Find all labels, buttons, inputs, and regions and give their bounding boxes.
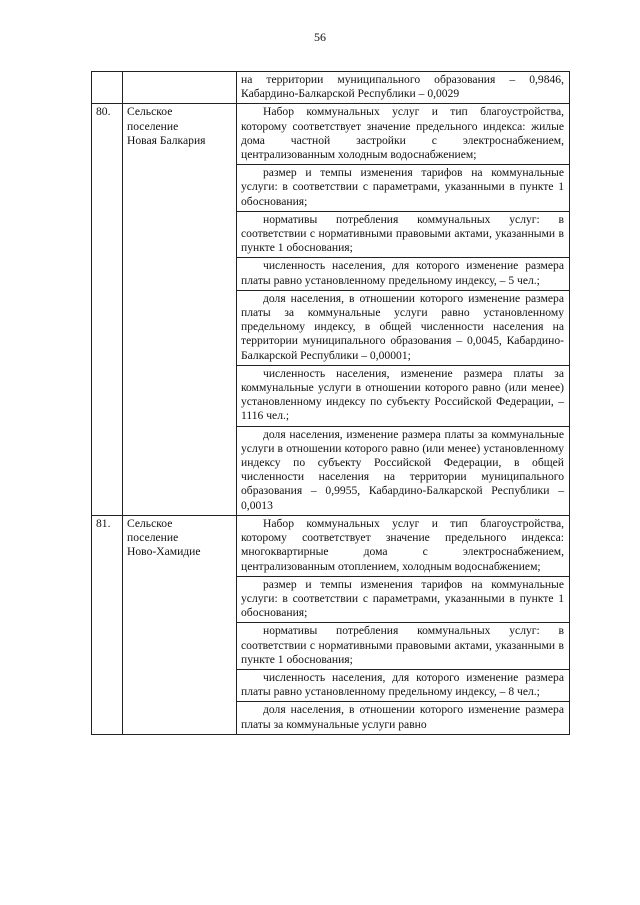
description-paragraph: размер и темпы изменения тарифов на коммунальные услуги: в соответствии с параметрами, указанными в пункте 1 обоснования;	[237, 577, 569, 624]
description-paragraph: численность населения, изменение размера платы за коммунальные услуги в отношении которого равно (или менее) установленному индексу по субъекту Российской Федерации, – 1116 чел.;	[237, 366, 569, 427]
description-paragraph: Набор коммунальных услуг и тип благоустройства, которому соответствует значение предельного индекса: многоквартирные дома с электроснабжением, централизованным отоплением, холодным водоснабжением;	[237, 516, 569, 577]
row-number-cell: 80.	[92, 104, 123, 515]
settlement-name-line: поселение	[127, 531, 179, 545]
table-row	[92, 104, 570, 515]
description-paragraph: численность населения, для которого изменение размера платы равно установленному предельному индексу, – 5 чел.;	[237, 258, 569, 290]
page-number: 56	[314, 30, 326, 44]
description-paragraph: нормативы потребления коммунальных услуг: в соответствии с нормативными правовыми актами, указанными в пункте 1 обоснования;	[237, 623, 569, 670]
description-cell	[237, 515, 570, 734]
settlement-name-line: Ново-Хамидие	[127, 545, 201, 559]
settlement-name-cell	[123, 72, 237, 104]
row-number-cell	[92, 72, 123, 104]
description-paragraph: доля населения, в отношении которого изменение размера платы за коммунальные услуги равно установленному предельному индексу, в общей численности населения на территории муниципального образования – 0,0045, Кабардино-Балкарской Республики – 0,00001;	[237, 291, 569, 366]
description-paragraph: размер и темпы изменения тарифов на коммунальные услуги: в соответствии с параметрами, указанными в пункте 1 обоснования;	[237, 165, 569, 212]
description-cell	[237, 104, 570, 515]
description-cell	[237, 72, 570, 104]
description-paragraph: численность населения, для которого изменение размера платы равно установленному предельному индексу, – 8 чел.;	[237, 670, 569, 702]
description-paragraph: на территории муниципального образования – 0,9846, Кабардино-Балкарской Республики – 0,0029	[241, 73, 564, 101]
settlement-name-line: Сельское	[127, 516, 173, 530]
description-paragraph: доля населения, изменение размера платы за коммунальные услуги в отношении которого равно (или менее) установленному индексу по субъекту Российской Федерации, в общей численности населения на территории муниципального образования – 0,9955, Кабардино-Балкарской Республики – 0,0013	[241, 427, 564, 512]
description-paragraph: доля населения, в отношении которого изменение размера платы за коммунальные услуги равно	[241, 703, 564, 731]
description-paragraph: Набор коммунальных услуг и тип благоустройства, которому соответствует значение предельного индекса: жилые дома частной застройки с электроснабжением, централизованным холодным водоснабжением;	[237, 104, 569, 165]
settlement-name-cell	[123, 104, 237, 515]
settlement-name-line: поселение	[127, 119, 179, 133]
settlement-name-line: Сельское	[127, 105, 173, 119]
settlement-name-cell	[123, 515, 237, 734]
settlement-name-line: Новая Балкария	[127, 133, 206, 147]
row-number-cell: 81.	[92, 515, 123, 734]
tariff-table	[91, 71, 570, 735]
table-row	[92, 72, 570, 104]
table-row	[92, 515, 570, 734]
description-paragraph: нормативы потребления коммунальных услуг: в соответствии с нормативными правовыми актами, указанными в пункте 1 обоснования;	[237, 212, 569, 259]
